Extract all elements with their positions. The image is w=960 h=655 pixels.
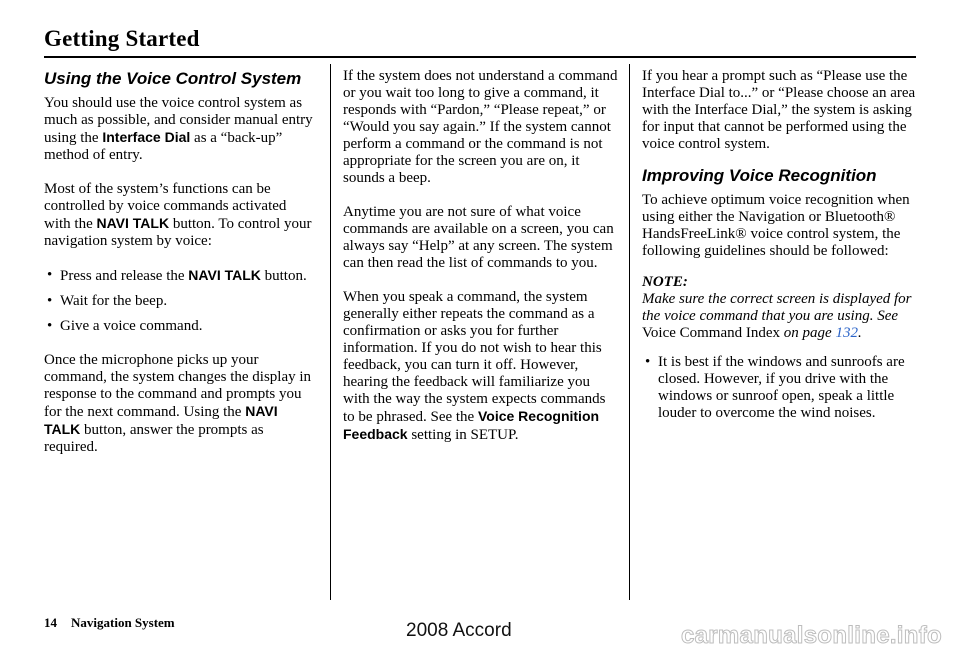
page-number: 14 [44,615,57,630]
section-heading-improving-voice-recognition: Improving Voice Recognition [642,166,877,185]
section-heading-voice-control: Using the Voice Control System [44,69,302,88]
keyword-navi-talk: NAVI TALK [188,267,261,283]
bullet-list [642,354,918,422]
page-title: Getting Started [44,26,200,51]
title-rule [44,56,916,58]
site-watermark: carmanualsonline.info [680,622,942,649]
reference-voice-command-index: Voice Command Index [642,325,781,341]
list-item: • Wait for the beep. [44,293,316,310]
paragraph: Once the microphone picks up your command, the system changes the display in response to the command and prompts you for the next command. Using the NAVI TALK button, answer the prompts as required. [44,352,312,455]
list-item: • Press and release the NAVI TALK button. [44,267,316,285]
paragraph: You should use the voice control system as much as possible, and consider manual entry using the Interface Dial as a “back-up” method of entry. [44,95,313,163]
keyword-voice-recognition-feedback: Voice Recognition Feedback [343,408,600,442]
column-2 [343,68,619,461]
keyword-navi-talk: NAVI TALK [44,403,278,437]
footer-label: Navigation System [71,615,175,630]
paragraph: Anytime you are not sure of what voice commands are available on a screen, you can always say “Help” at any screen. The system can then read the list of commands to you. [343,204,614,271]
keyword-interface-dial: Interface Dial [102,129,191,145]
note-label: NOTE: [642,274,688,290]
page-footer [44,615,175,631]
paragraph: If the system does not understand a command or you wait too long to give a command, it responds with “Pardon,” “Please repeat,” or “Would you say again.” If the system cannot perform a command or the command is not appropriate for the screen you are on, it sounds a beep. [343,68,618,186]
paragraph: If you hear a prompt such as “Please use the Interface Dial to...” or “Please choose an area with the Interface Dial,” the system is asking for input that cannot be performed using the voice control system. [642,68,916,152]
column-divider-1 [330,64,331,600]
keyword-navi-talk: NAVI TALK [96,215,170,231]
column-3 [642,68,918,439]
bullet-list [44,267,316,335]
paragraph: When you speak a command, the system generally either repeats the command as a confirmation or asks you for further information. If you do not wish to hear this feedback, you can turn it off. However, hearing the feedback will familiarize you with the way the system expects commands to be phrased. See the Voice Recognition Feedback setting in SETUP. [343,289,606,443]
list-item: • Give a voice command. [44,318,316,335]
watermark: 2008 Accord [406,620,512,641]
page-link-132[interactable]: 132 [835,325,858,341]
paragraph: Most of the system’s functions can be controlled by voice commands activated with the NAVI TALK button. To control your navigation system by voice: [44,181,312,249]
column-divider-2 [629,64,630,600]
paragraph: To achieve optimum voice recognition when using either the Navigation or Bluetooth® HandsFreeLink® voice control system, the following guidelines should be followed: [642,192,910,259]
list-item: • It is best if the windows and sunroofs are closed. However, if you drive with the windows or sunroof open, speak a little louder to overcome the wind noises. [642,354,918,422]
column-1 [44,68,316,473]
note-body: Make sure the correct screen is displayed for the voice command that you are using. See Voice Command Index on page 132. [642,291,912,341]
